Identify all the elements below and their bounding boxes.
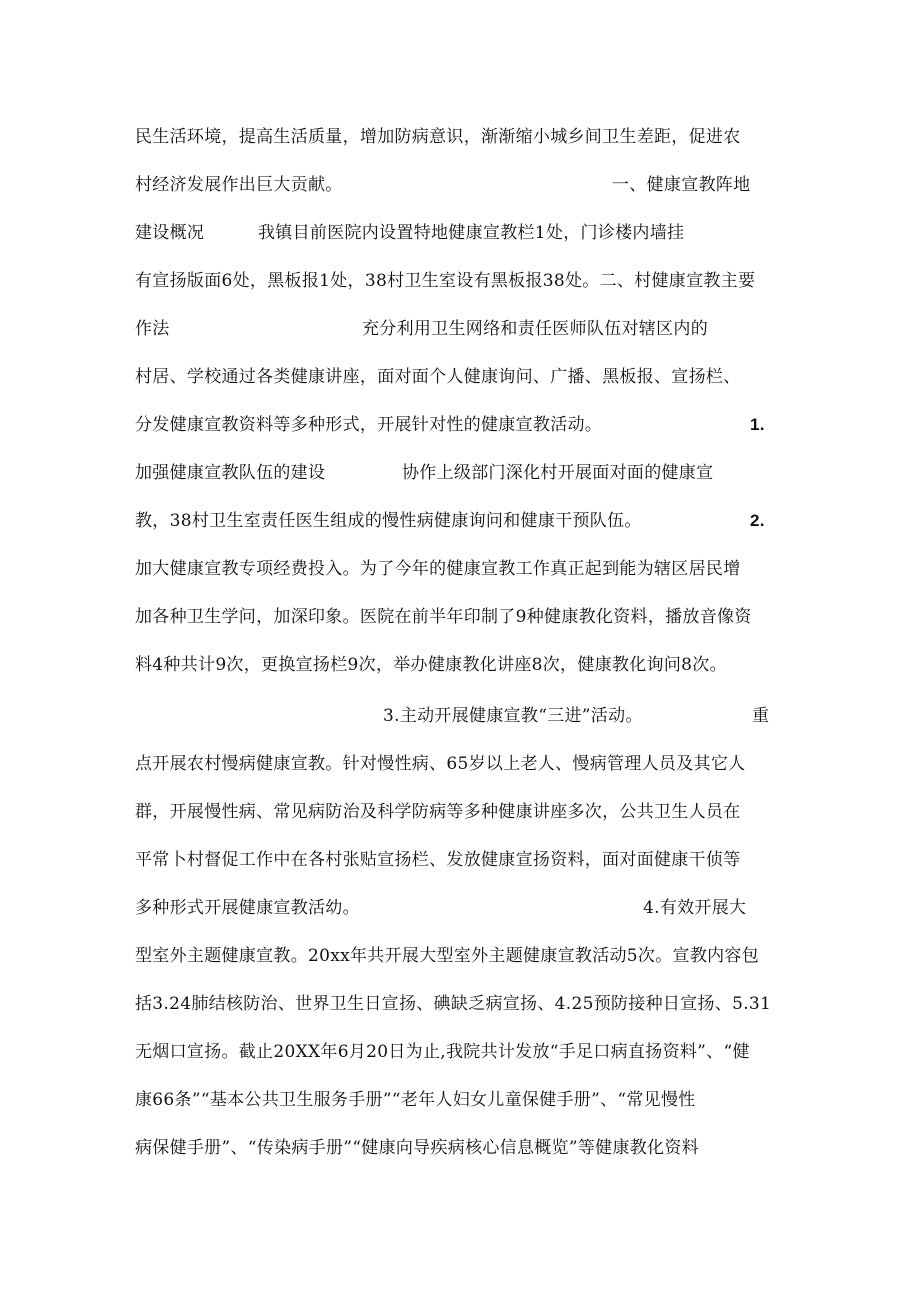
text-line-10: 加大健康宣教专项经费投入。为了今年的健康宣教工作真正起到能为辖区居民增 bbox=[135, 559, 741, 579]
item-heading-4: 4.有效开展大 bbox=[643, 898, 747, 918]
text-line-11: 加各种卫生学问，加深印象。医院在前半年印制了9种健康教化资料，播放音像资 bbox=[135, 607, 752, 627]
text-line-21: 康66条”“基本公共卫生服务手册”“老年人妇女儿童保健手册”、“常见慢性 bbox=[135, 1090, 696, 1110]
text-line-19: 括3.24肺结核防治、世界卫生日宣扬、碘缺乏病宣扬、4.25预防接种日宣扬、5.31 bbox=[135, 994, 772, 1014]
section-heading-1-cont: 建设概况 bbox=[135, 223, 205, 243]
text-line-13: 重 bbox=[752, 706, 770, 726]
text-line-2: 村经济发展作出巨大贡献。 bbox=[135, 175, 343, 195]
text-line-1: 民生活环境，提高生活质量，增加防病意识，渐渐缩小城乡间卫生差距，促进农 bbox=[135, 127, 741, 147]
section-heading-2-cont: 作法 bbox=[135, 319, 170, 339]
item-number-1: 1. bbox=[750, 415, 765, 434]
text-line-7: 分发健康宣教资料等多种形式，开展针对性的健康宣教活动。 bbox=[135, 415, 603, 435]
text-line-8: 协作上级部门深化村开展面对面的健康宣 bbox=[402, 463, 714, 483]
section-heading-1: 一、健康宣教阵地 bbox=[612, 175, 751, 195]
text-line-20: 无烟口宣扬。截止20XX年6月20日为止,我院共计发放“手足口病直扬资料”、“健 bbox=[135, 1042, 750, 1062]
text-line-12: 料4种共计9次，更换宣扬栏9次，举办健康教化讲座8次，健康教化询问8次。 bbox=[135, 655, 727, 675]
item-number-2: 2. bbox=[750, 511, 765, 530]
item-heading-1: 加强健康宣教队伍的建设 bbox=[135, 463, 326, 483]
text-line-14: 点开展农村慢病健康宣教。针对慢性病、65岁以上老人、慢病管理人员及其它人 bbox=[135, 754, 746, 774]
text-line-15: 群，开展慢性病、常见病防治及科学防病等多种健康讲座多次，公共卫生人员在 bbox=[135, 802, 741, 822]
text-line-6: 村居、学校通过各类健康讲座，面对面个人健康询问、广播、黑板报、宣扬栏、 bbox=[135, 367, 741, 387]
text-line-18: 型室外主题健康宣教。20xx年共开展大型室外主题健康宣教活动5次。宣教内容包 bbox=[135, 946, 760, 966]
text-line-3: 我镇目前医院内设置特地健康宣教栏1处，门诊楼内墙挂 bbox=[258, 223, 685, 243]
text-line-5: 充分利用卫生网络和责任医师队伍对辖区内的 bbox=[362, 319, 708, 339]
text-line-4: 有宣扬版面6处，黑板报1处，38村卫生室设有黑板报38处。二、村健康宣教主要 bbox=[135, 271, 756, 291]
text-line-16: 平常卜村督促工作中在各村张贴宣扬栏、发放健康宣扬资料，面对面健康干侦等 bbox=[135, 850, 741, 870]
text-line-9: 教，38村卫生室责任医生组成的慢性病健康询问和健康干预队伍。 bbox=[135, 511, 642, 531]
text-line-17: 多种形式开展健康宣教活幼。 bbox=[135, 898, 360, 918]
text-line-22: 病保健手册”、“传染病手册”“健康向导疾病核心信息概览”等健康教化资料 bbox=[135, 1138, 699, 1158]
item-heading-3: 3.主动开展健康宣教“三进”活动。 bbox=[383, 706, 643, 726]
